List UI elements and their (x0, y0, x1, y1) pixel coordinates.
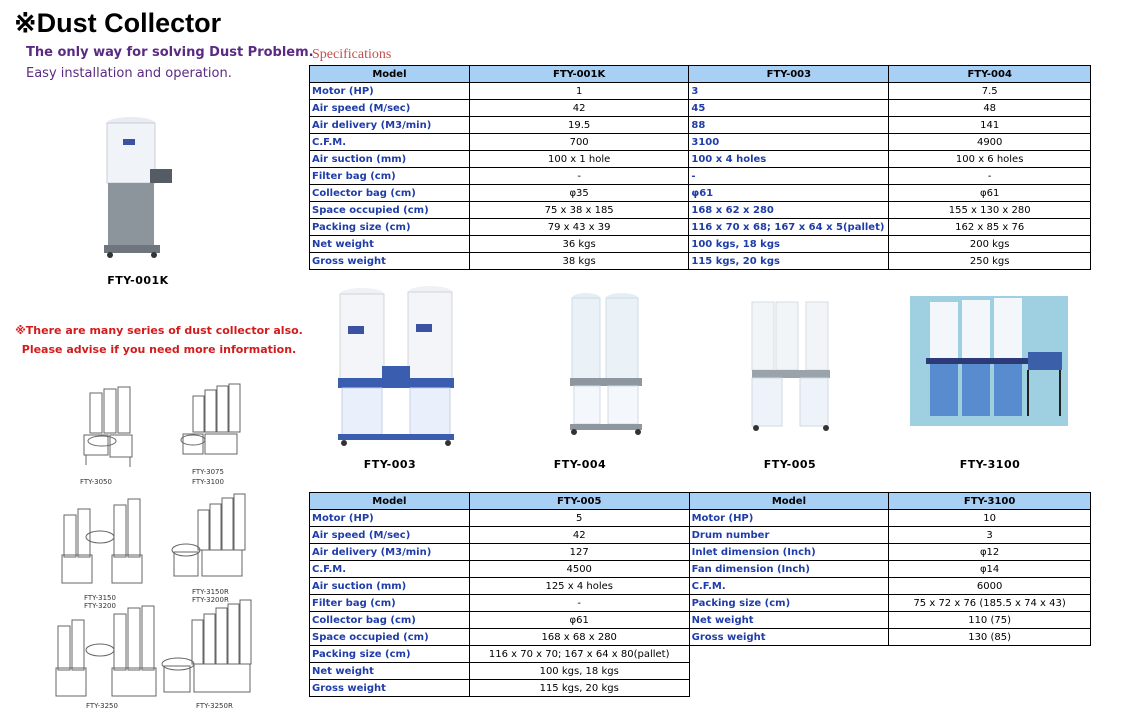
spec-value-cell: 116 x 70 x 70; 167 x 64 x 80(pallet) (469, 646, 689, 663)
spec-table-1-header-fty-004: FTY-004 (889, 66, 1091, 83)
table-row (310, 629, 1091, 646)
caption-fty-3150: FTY-3150 (84, 594, 116, 602)
spec-value-cell: 36 kgs (469, 236, 689, 253)
page-title: ※Dust Collector (14, 8, 222, 38)
spec-label-cell: Space occupied (cm) (310, 202, 470, 219)
spec-label-cell: Filter bag (cm) (310, 595, 470, 612)
caption-fty-3200: FTY-3200 (84, 602, 116, 610)
spec-label-cell: 116 x 70 x 68; 167 x 64 x 5(pallet) (689, 219, 889, 236)
spec-value-cell: 38 kgs (469, 253, 689, 270)
spec-value-cell: 168 x 68 x 280 (469, 629, 689, 646)
spec-label-cell: Fan dimension (Inch) (689, 561, 889, 578)
spec-value-cell: 79 x 43 x 39 (469, 219, 689, 236)
spec-label-cell: Motor (HP) (310, 83, 470, 100)
spec-label-cell: - (689, 168, 889, 185)
spec-label-cell: Motor (HP) (310, 510, 470, 527)
caption-fty-3250r: FTY-3250R (196, 702, 233, 710)
spec-label-cell: Space occupied (cm) (310, 629, 470, 646)
spec-value-cell: - (469, 595, 689, 612)
spec-label-cell: C.F.M. (310, 134, 470, 151)
series-note-line1: ※There are many series of dust collector also. (15, 324, 303, 337)
spec-value-cell: 7.5 (889, 83, 1091, 100)
spec-table-1 (309, 65, 1091, 270)
spec-label-cell: Filter bag (cm) (310, 168, 470, 185)
spec-value-cell: 110 (75) (889, 612, 1091, 629)
fty-004-image (566, 292, 646, 436)
caption-fty-3100: FTY-3100 (959, 458, 1021, 471)
spec-label-cell: 3 (689, 83, 889, 100)
spec-label-cell: Collector bag (cm) (310, 185, 470, 202)
spec-label-cell: 88 (689, 117, 889, 134)
table-row (310, 202, 1091, 219)
caption-fty-3075: FTY-3075 (192, 468, 224, 476)
spec-value-cell: 75 x 72 x 76 (185.5 x 74 x 43) (889, 595, 1091, 612)
spec-label-cell: φ61 (689, 185, 889, 202)
spec-value-cell: φ12 (889, 544, 1091, 561)
spec-label-cell: Air delivery (M3/min) (310, 544, 470, 561)
spec-table-2-header-fty-3100: FTY-3100 (889, 493, 1091, 510)
spec-value-cell: 42 (469, 100, 689, 117)
spec-table-2-header-row (310, 493, 1091, 510)
table-row (310, 151, 1091, 168)
spec-value-cell: 100 kgs, 18 kgs (469, 663, 689, 680)
fty-3100-image (910, 296, 1068, 426)
spec-label-cell: Air speed (M/sec) (310, 527, 470, 544)
table-row (310, 236, 1091, 253)
spec-value-cell: 250 kgs (889, 253, 1091, 270)
fty-003-image (334, 286, 458, 446)
tagline-secondary: Easy installation and operation. (26, 66, 232, 81)
spec-label-cell: Air speed (M/sec) (310, 100, 470, 117)
spec-value-cell: 42 (469, 527, 689, 544)
table-row (310, 663, 1091, 680)
spec-value-cell: 1 (469, 83, 689, 100)
table-row (310, 578, 1091, 595)
spec-value-cell: 4900 (889, 134, 1091, 151)
spec-value-cell: 115 kgs, 20 kgs (469, 680, 689, 697)
table-row (310, 527, 1091, 544)
spec-label-cell: Packing size (cm) (689, 595, 889, 612)
spec-label-cell: Gross weight (310, 680, 470, 697)
spec-value-cell: 6000 (889, 578, 1091, 595)
table-row (310, 83, 1091, 100)
spec-table-2-header-model-b: Model (689, 493, 889, 510)
spec-value-cell: 48 (889, 100, 1091, 117)
spec-value-cell: 5 (469, 510, 689, 527)
caption-fty-3100-series: FTY-3100 (192, 478, 224, 486)
spec-table-2-header-model: Model (310, 493, 470, 510)
spec-label-cell: C.F.M. (689, 578, 889, 595)
spec-value-cell (889, 680, 1091, 697)
fty-005-image (750, 300, 832, 432)
spec-label-cell: Air suction (mm) (310, 151, 470, 168)
caption-fty-3150r: FTY-3150R (192, 588, 229, 596)
spec-table-1-header-model: Model (310, 66, 470, 83)
tagline: The only way for solving Dust Problem. (26, 45, 314, 60)
spec-label-cell: Gross weight (689, 629, 889, 646)
table-row (310, 595, 1091, 612)
spec-label-cell: Packing size (cm) (310, 646, 470, 663)
spec-value-cell: 75 x 38 x 185 (469, 202, 689, 219)
spec-value-cell: 3 (889, 527, 1091, 544)
spec-label-cell (689, 663, 889, 680)
fty-3250-drawing (52, 604, 162, 700)
spec-value-cell: 100 x 6 holes (889, 151, 1091, 168)
table-row (310, 612, 1091, 629)
spec-value-cell: 162 x 85 x 76 (889, 219, 1091, 236)
table-row (310, 134, 1091, 151)
spec-label-cell: Net weight (689, 612, 889, 629)
table-row (310, 646, 1091, 663)
caption-fty-005: FTY-005 (763, 458, 817, 471)
spec-value-cell (889, 646, 1091, 663)
spec-value-cell: φ61 (889, 185, 1091, 202)
series-note (14, 321, 304, 359)
table-row (310, 680, 1091, 697)
spec-value-cell: 130 (85) (889, 629, 1091, 646)
spec-value-cell: 200 kgs (889, 236, 1091, 253)
caption-fty-001k: FTY-001K (107, 274, 169, 287)
spec-label-cell: Motor (HP) (689, 510, 889, 527)
spec-label-cell (689, 646, 889, 663)
spec-label-cell: Net weight (310, 236, 470, 253)
spec-value-cell: 155 x 130 x 280 (889, 202, 1091, 219)
spec-value-cell: 10 (889, 510, 1091, 527)
table-row (310, 544, 1091, 561)
spec-label-cell: 168 x 62 x 280 (689, 202, 889, 219)
caption-fty-3250: FTY-3250 (86, 702, 118, 710)
spec-value-cell: φ61 (469, 612, 689, 629)
spec-table-1-header-fty-001k: FTY-001K (469, 66, 689, 83)
fty-3150r-drawing (168, 492, 248, 582)
fty-3075-drawing (175, 382, 245, 466)
spec-value-cell: 125 x 4 holes (469, 578, 689, 595)
spec-value-cell: 127 (469, 544, 689, 561)
spec-label-cell: 100 kgs, 18 kgs (689, 236, 889, 253)
spec-label-cell: Gross weight (310, 253, 470, 270)
spec-table-1-header-fty-003: FTY-003 (689, 66, 889, 83)
spec-value-cell: φ14 (889, 561, 1091, 578)
spec-label-cell: Packing size (cm) (310, 219, 470, 236)
spec-label-cell: 100 x 4 holes (689, 151, 889, 168)
spec-value-cell (889, 663, 1091, 680)
table-row (310, 117, 1091, 134)
table-row (310, 100, 1091, 117)
spec-value-cell: 4500 (469, 561, 689, 578)
table-row (310, 219, 1091, 236)
spec-table-1-header-row (310, 66, 1091, 83)
spec-value-cell: 19.5 (469, 117, 689, 134)
spec-value-cell: - (889, 168, 1091, 185)
series-note-line2: Please advise if you need more information. (21, 343, 297, 356)
fty-3050-drawing (78, 385, 148, 477)
spec-value-cell: - (469, 168, 689, 185)
spec-label-cell: Net weight (310, 663, 470, 680)
spec-table-2-header-fty-005: FTY-005 (469, 493, 689, 510)
table-row (310, 185, 1091, 202)
spec-label-cell: Air delivery (M3/min) (310, 117, 470, 134)
table-row (310, 510, 1091, 527)
spec-value-cell: 100 x 1 hole (469, 151, 689, 168)
spec-label-cell: C.F.M. (310, 561, 470, 578)
fty-3150-drawing (56, 495, 156, 595)
caption-fty-3200r: FTY-3200R (192, 596, 229, 604)
caption-fty-3050: FTY-3050 (80, 478, 112, 486)
caption-fty-004: FTY-004 (553, 458, 607, 471)
spec-label-cell: 45 (689, 100, 889, 117)
spec-label-cell: Inlet dimension (Inch) (689, 544, 889, 561)
spec-label-cell (689, 680, 889, 697)
spec-label-cell: 115 kgs, 20 kgs (689, 253, 889, 270)
spec-label-cell: 3100 (689, 134, 889, 151)
specifications-label: Specifications (312, 47, 392, 62)
spec-label-cell: Drum number (689, 527, 889, 544)
table-row (310, 168, 1091, 185)
spec-label-cell: Air suction (mm) (310, 578, 470, 595)
fty-3250r-drawing (158, 598, 258, 698)
caption-fty-003: FTY-003 (363, 458, 417, 471)
fty-001k-image (98, 115, 178, 260)
table-row (310, 253, 1091, 270)
spec-value-cell: φ35 (469, 185, 689, 202)
spec-label-cell: Collector bag (cm) (310, 612, 470, 629)
table-row (310, 561, 1091, 578)
spec-value-cell: 141 (889, 117, 1091, 134)
spec-table-2 (309, 492, 1091, 697)
spec-value-cell: 700 (469, 134, 689, 151)
